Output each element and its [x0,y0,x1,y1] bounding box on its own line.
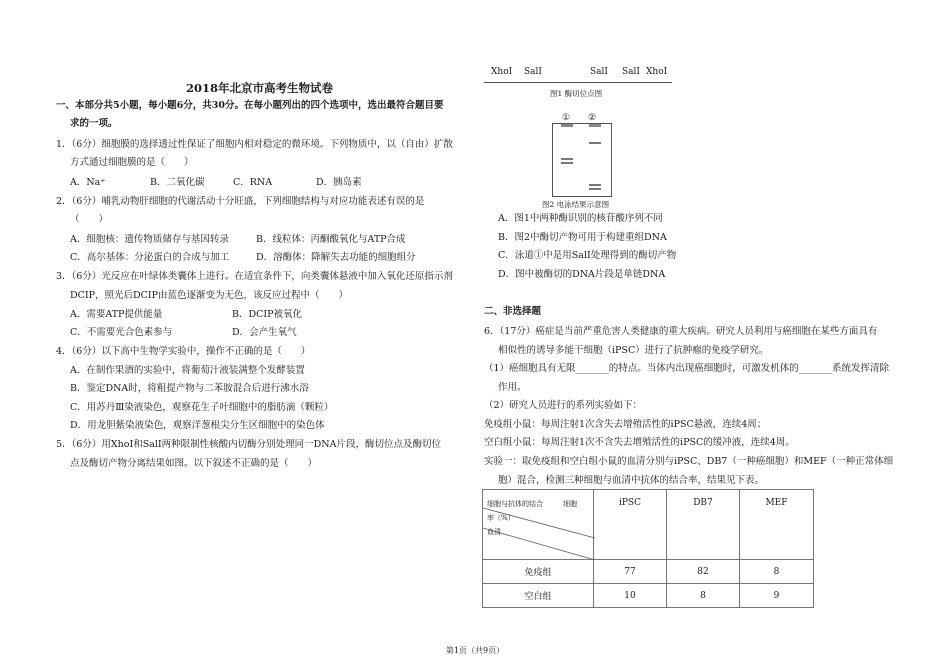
q3-option-a[interactable]: A．需要ATP提供能量 [70,309,163,320]
fig2-band-lane2 [589,142,601,144]
results-table [482,489,814,608]
fig1-caption: 图1 酶切位点图 [550,89,603,98]
fig1-site-sal-3: SalⅠ [622,67,640,77]
fig1-site-xho-right: XhoⅠ [646,67,668,77]
row-label: 免疫组 [483,560,594,584]
q6-experiment1: 实验一：取免疫组和空白组小鼠的血清分别与iPSC、DB7（一种癌细胞）和MEF（一种正常体细 [484,456,894,467]
q5-option-c[interactable]: C．泳道①中是用SalⅠ处理得到的酶切产物 [498,250,677,261]
fig1-site-sal-2: SalⅠ [590,67,608,77]
fig2-well-lane2 [589,124,601,127]
table-row [483,560,814,584]
q3-option-c[interactable]: C．不需要光合色素参与 [70,327,173,338]
q1-option-b[interactable]: B．二氧化碳 [150,177,205,188]
q1-option-c[interactable]: C．RNA [233,177,273,188]
q4-option-c[interactable]: C．用苏丹Ⅲ染液染色，观察花生子叶细胞中的脂肪滴（颗粒） [70,402,334,413]
q2-option-d[interactable]: D．溶酶体：降解失去功能的细胞组分 [256,252,416,263]
q4-option-d[interactable]: D．用龙胆紫染液染色，观察洋葱根尖分生区细胞中的染色体 [70,420,325,431]
q2-option-a[interactable]: A．细胞核：遗传物质储存与基因转录 [70,234,229,245]
fig1-restriction-map [484,66,674,106]
table-cell: 9 [739,584,813,608]
table-cell: 8 [739,560,813,584]
q6-stem-cont: 相似性的诱导多能干细胞（iPSC）进行了抗肿瘤的免疫学研究。 [498,345,769,356]
q5-option-d[interactable]: D．图中被酶切的DNA片段是单链DNA [498,269,666,280]
row-label: 空白组 [483,584,594,608]
table-cell: 77 [594,560,667,584]
column-header-db7: DB7 [667,490,740,560]
table-cell: 10 [594,584,667,608]
q4-option-b[interactable]: B．鉴定DNA时，将粗提产物与二苯胺混合后进行沸水浴 [70,383,309,394]
table-header-row [483,490,814,560]
page-title: 2018年北京市高考生物试卷 [186,81,334,95]
q5-stem: 5．（6分）用XhoⅠ和SalⅠ两种限制性核酸内切酶分别处理同一DNA片段，酶切位点及酶切位 [56,439,441,450]
fig2-lane1-label: ① [562,113,571,123]
q2-option-b[interactable]: B．线粒体：丙酮酸氧化与ATP合成 [256,234,406,245]
q2-stem-cont: （ ） [70,214,109,225]
table-header-diagonal [483,490,594,560]
q6-sub1: （1）癌细胞具有无限_______的特点。当体内出现癌细胞时，可激发机体的_______系统发挥清除 [484,363,890,374]
header-rate: 率（%） [487,514,515,522]
q3-stem: 3．（6分）光反应在叶绿体类囊体上进行。在适宜条件下，向类囊体悬液中加入氧化还原指示剂 [56,271,453,282]
table-row [483,584,814,608]
q6-sub2: （2）研究人员进行的系列实验如下： [484,400,643,411]
fig1-dna-line [484,82,672,83]
q6-experiment1-cont: 胞）混合，检测三种细胞与血清中抗体的结合率，结果见下表。 [498,475,765,486]
fig2-band-lane1 [561,162,573,164]
q6-stem: 6．（17分）癌症是当前严重危害人类健康的重大疾病。研究人员利用与癌细胞在某些方面具有 [484,326,878,337]
fig2-gel [552,123,612,197]
table-cell: 8 [667,584,740,608]
fig2-band-lane2 [589,188,601,190]
q5-option-a[interactable]: A．图1中两种酶识别的核苷酸序列不同 [498,213,663,224]
fig2-band-lane1 [561,158,573,160]
table-cell: 82 [667,560,740,584]
column-header-ipsc: iPSC [594,490,667,560]
q6-blank-group: 空白组小鼠：每周注射1次不含失去增殖活性的iPSC的缓冲液，连续4周。 [484,437,795,448]
header-serum: 血清 [487,528,501,536]
fig1-site-sal-1: SalⅠ [524,67,542,77]
q6-sub1-cont: 作用。 [498,382,527,393]
fig2-gel-figure [542,112,618,212]
q6-immune-group: 免疫组小鼠：每周注射1次含失去增殖活性的iPSC悬液，连续4周； [484,419,767,430]
column-header-mef: MEF [739,490,813,560]
q3-option-d[interactable]: D．会产生氧气 [232,327,297,338]
q3-option-b[interactable]: B．DCIP被氧化 [232,309,303,320]
fig2-lane2-label: ② [588,113,597,123]
header-cell: 细胞 [563,500,577,508]
q4-option-a[interactable]: A．在制作果酒的实验中，将葡萄汁液装满整个发酵装置 [70,365,305,376]
page-footer: 第1页（共9页） [445,646,505,655]
q1-stem-cont: 方式通过细胞膜的是（ ） [70,157,194,168]
q4-stem: 4．（6分）以下高中生物学实验中，操作不正确的是（ ） [56,346,311,357]
fig2-well-lane1 [561,124,573,127]
fig2-band-lane2 [589,184,601,186]
q3-stem-cont: DCIP，照光后DCIP由蓝色逐渐变为无色，该反应过程中（ ） [70,290,349,301]
fig1-site-xho-left: XhoⅠ [491,67,513,77]
section1-heading: 一、本部分共5小题，每小题6分，共30分。在每小题列出的四个选项中，选出最符合题目要 [56,100,444,111]
header-binding-rate: 细胞与抗体的结合 [487,500,543,508]
q5-option-b[interactable]: B．图2中酶切产物可用于构建重组DNA [498,232,667,243]
q2-option-c[interactable]: C．高尔基体：分泌蛋白的合成与加工 [70,252,230,263]
q2-stem: 2．（6分）哺乳动物肝细胞的代谢活动十分旺盛，下列细胞结构与对应功能表述有误的是 [56,196,425,207]
q1-option-a[interactable]: A．Na⁺ [70,177,106,188]
section2-heading: 二、非选择题 [484,306,542,317]
section1-heading-cont: 求的一项。 [70,118,118,129]
q1-option-d[interactable]: D．胰岛素 [316,177,362,188]
q1-stem: 1．（6分）细胞膜的选择透过性保证了细胞内相对稳定的微环境。下列物质中，以（自由）扩散 [56,139,453,150]
fig2-caption: 图2 电泳结果示意图 [542,200,610,209]
q5-stem-cont: 点及酶切产物分离结果如图。以下叙述不正确的是（ ） [70,458,318,469]
